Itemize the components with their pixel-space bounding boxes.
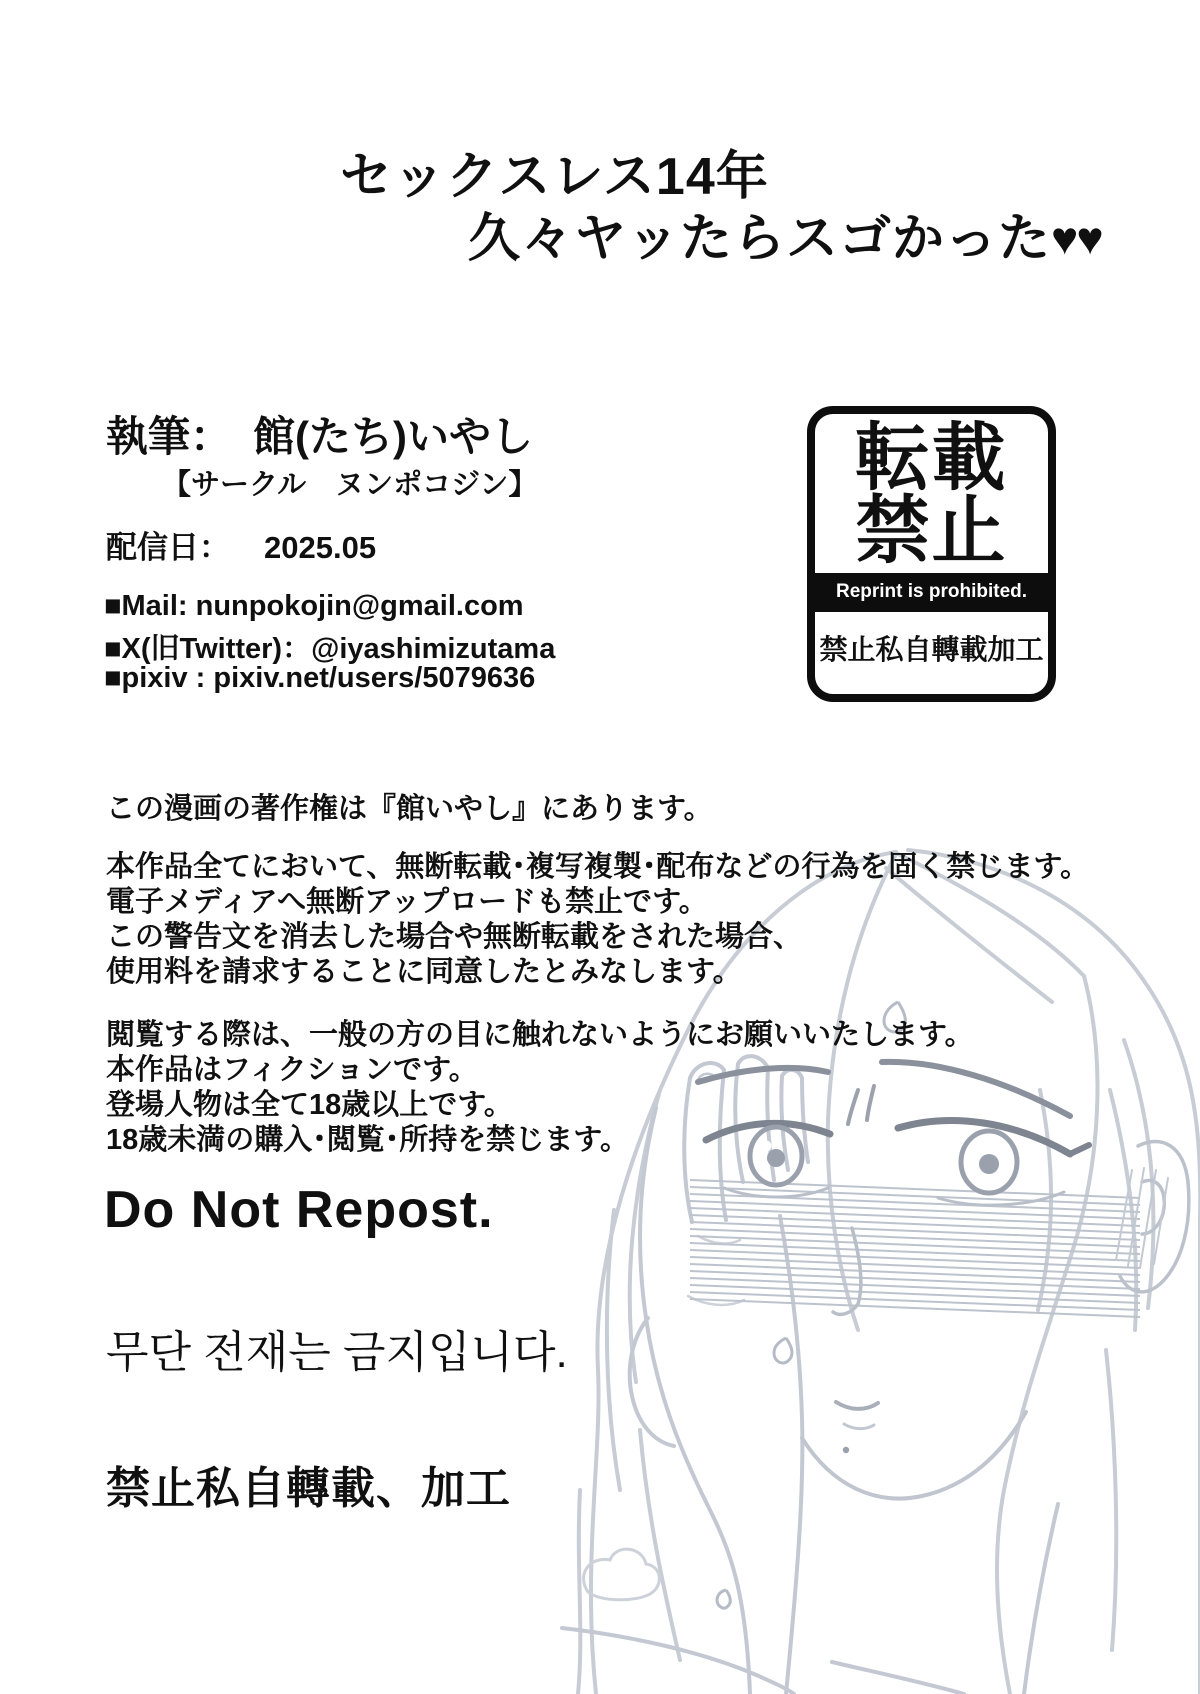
heart-icons: ♥♥ [1051,212,1102,264]
warning-paragraph [106,850,1089,990]
viewing-paragraph [106,1018,974,1158]
korean-notice: 무단 전재는 금지입니다. [106,1328,568,1377]
release-date-value: 2025.05 [264,530,377,565]
steam-puff [584,1549,660,1600]
english-notice: Do Not Repost. [104,1181,494,1239]
stamp-english-bar: Reprint is prohibited. [815,573,1048,612]
viewing-line-4: 18歳未満の購入･閲覧･所持を禁じます。 [106,1124,629,1156]
release-date-label: 配信日： [106,530,230,565]
title-line-2 [468,196,1102,271]
warning-line-2: 電子メディアへ無断アップロードも禁止です。 [106,886,708,918]
title-line-1: セックスレス14年 [340,148,769,206]
viewing-line-1: 閲覧する際は、一般の方の目に触れないようにお願いいたします。 [106,1019,974,1051]
contact-pixiv: ■pixiv : pixiv.net/users/5079636 [104,662,536,694]
reprint-prohibited-stamp [807,406,1056,702]
author-line: 執筆： 館(たち)いやし [106,413,533,460]
viewing-line-3: 登場人物は全て18歳以上です。 [106,1089,513,1121]
contact-mail: ■Mail: nunpokojin@gmail.com [104,590,524,622]
stamp-kanji-top: 転載 [855,416,1008,499]
circle-line: 【サークル ヌンポコジン】 [162,469,538,501]
title-line-2-text: 久々ヤッたらスゴかった [468,210,1052,268]
warning-line-1: 本作品全てにおいて、無断転載･複写複製･配布などの行為を固く禁じます。 [106,851,1090,883]
viewing-line-2: 本作品はフィクションです。 [106,1054,478,1086]
contact-x-twitter: ■X(旧Twitter)：@iyashimizutama [104,633,556,665]
release-date-line [106,522,376,567]
copyright-line: この漫画の著作権は『館いやし』にあります。 [106,793,713,825]
beauty-mark [843,1447,849,1453]
warning-line-4: 使用料を請求することに同意したとみなします。 [106,956,742,988]
chinese-notice: 禁止私自轉載、加工 [106,1464,511,1513]
stamp-kanji-bottom: 禁止 [855,488,1008,572]
stamp-chinese-line: 禁止私自轉載加工 [819,634,1044,666]
warning-line-3: この警告文を消去した場合や無断転載をされた場合、 [106,921,803,953]
